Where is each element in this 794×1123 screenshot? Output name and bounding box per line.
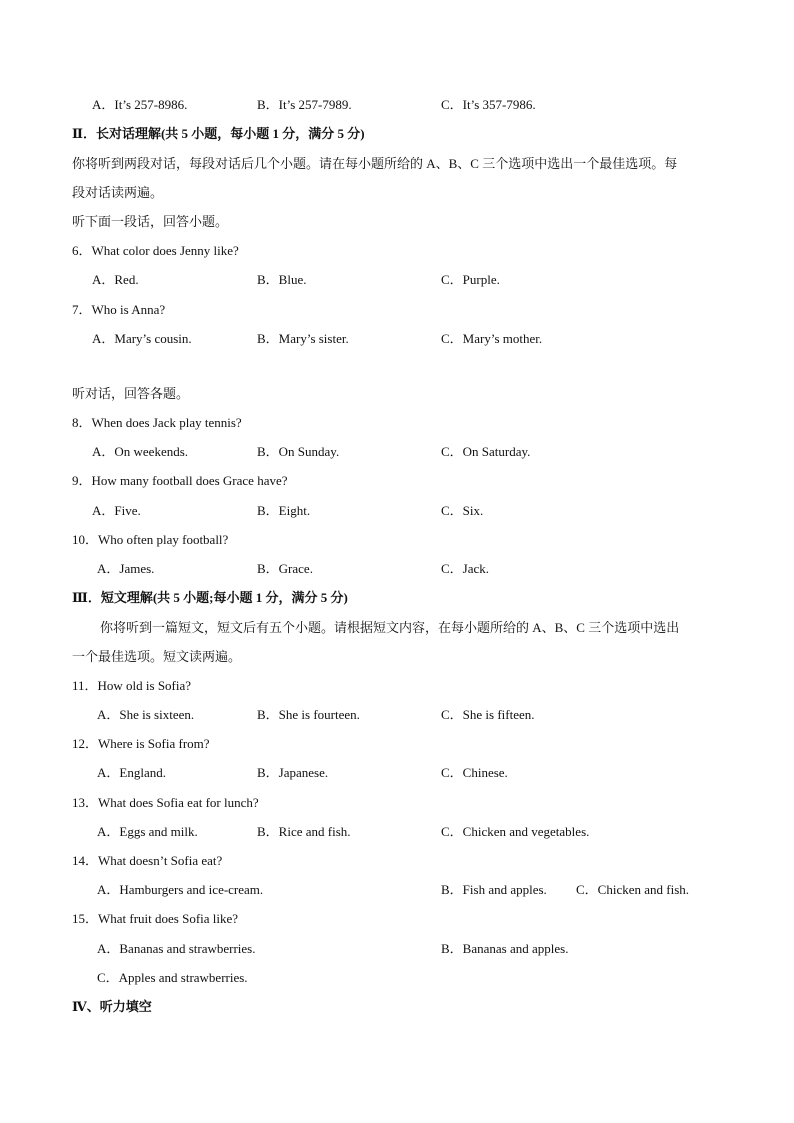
q10-option-b: B．Grace. (257, 561, 313, 576)
section2-instruction-1: 你将听到两段对话，每段对话后几个小题。请在每小题所给的 A、B、C 三个选项中选出一个最佳选项。每 (72, 156, 678, 171)
q14-option-b: B．Fish and apples. (441, 882, 547, 897)
question-6: 6．What color does Jenny like? (72, 243, 239, 258)
q13-option-b: B．Rice and fish. (257, 824, 351, 839)
q12-option-a: A．England. (97, 765, 166, 780)
q11-option-a: A．She is sixteen. (97, 707, 195, 722)
section3-instruction-2: 一个最佳选项。短文读两遍。 (72, 649, 242, 664)
q6-option-c: C．Purple. (441, 272, 500, 287)
q9-option-b: B．Eight. (257, 503, 311, 518)
q14-option-a: A．Hamburgers and ice-cream. (97, 882, 264, 897)
dialog2-intro: 听对话，回答各题。 (72, 386, 190, 401)
question-14: 14．What doesn’t Sofia eat? (72, 853, 223, 868)
q13-option-a: A．Eggs and milk. (97, 824, 198, 839)
q6-option-a: A．Red. (92, 272, 139, 287)
q8-option-b: B．On Sunday. (257, 444, 340, 459)
q9-option-a: A．Five. (92, 503, 141, 518)
section3-instruction-1: 你将听到一篇短文，短文后有五个小题。请根据短文内容，在每小题所给的 A、B、C 三个选项中选出 (100, 620, 680, 635)
q10-option-c: C．Jack. (441, 561, 490, 576)
question-9: 9．How many football does Grace have? (72, 473, 288, 488)
question-7: 7．Who is Anna? (72, 302, 166, 317)
q8-option-a: A．On weekends. (92, 444, 189, 459)
question-13: 13．What does Sofia eat for lunch? (72, 795, 259, 810)
q5-option-c: C．It’s 357-7986. (441, 97, 536, 112)
q7-option-a: A．Mary’s cousin. (92, 331, 192, 346)
q8-option-c: C．On Saturday. (441, 444, 531, 459)
q14-option-c: C．Chicken and fish. (576, 882, 690, 897)
section2-instruction-2: 段对话读两遍。 (72, 185, 164, 200)
q5-option-a: A．It’s 257-8986. (92, 97, 188, 112)
question-15: 15．What fruit does Sofia like? (72, 911, 239, 926)
q15-option-c: C．Apples and strawberries. (97, 970, 248, 985)
q5-option-b: B．It’s 257-7989. (257, 97, 352, 112)
question-10: 10．Who often play football? (72, 532, 229, 547)
q7-option-c: C．Mary’s mother. (441, 331, 543, 346)
question-12: 12．Where is Sofia from? (72, 736, 210, 751)
q15-option-a: A．Bananas and strawberries. (97, 941, 256, 956)
question-11: 11．How old is Sofia? (72, 678, 192, 693)
section4-heading: Ⅳ、听力填空 (72, 999, 152, 1014)
section3-heading: Ⅲ．短文理解(共 5 小题;每小题 1 分，满分 5 分) (72, 590, 348, 605)
q11-option-b: B．She is fourteen. (257, 707, 360, 722)
q6-option-b: B．Blue. (257, 272, 307, 287)
q7-option-b: B．Mary’s sister. (257, 331, 349, 346)
q12-option-c: C．Chinese. (441, 765, 508, 780)
dialog1-intro: 听下面一段话，回答小题。 (72, 214, 229, 229)
q11-option-c: C．She is fifteen. (441, 707, 535, 722)
q15-option-b: B．Bananas and apples. (441, 941, 569, 956)
q13-option-c: C．Chicken and vegetables. (441, 824, 590, 839)
q12-option-b: B．Japanese. (257, 765, 329, 780)
q9-option-c: C．Six. (441, 503, 484, 518)
question-8: 8．When does Jack play tennis? (72, 415, 242, 430)
q10-option-a: A．James. (97, 561, 155, 576)
section2-heading: Ⅱ．长对话理解(共 5 小题，每小题 1 分，满分 5 分) (72, 126, 365, 141)
